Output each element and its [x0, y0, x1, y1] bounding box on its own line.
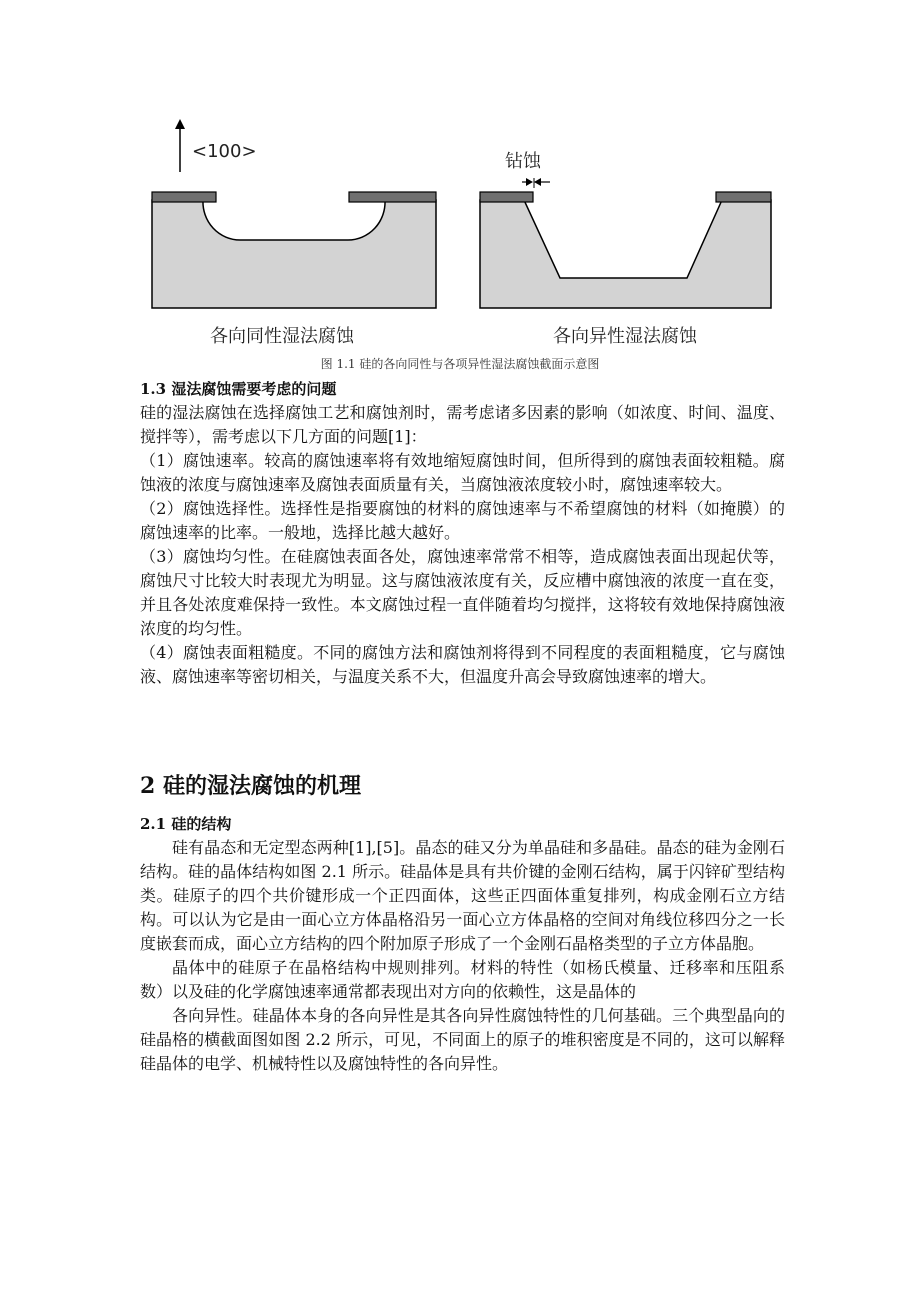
direction-arrow-icon — [175, 119, 185, 172]
anisotropic-mask-left — [480, 192, 533, 202]
isotropic-label: 各向同性湿法腐蚀 — [210, 326, 354, 347]
paragraph: 硅有晶态和无定型态两种[1],[5]。晶态的硅又分为单晶硅和多晶硅。晶态的硅为金刚石结构。硅的晶体结构如图 2.1 所示。硅晶体是具有共价键的金刚石结构，属于闪锌矿型结构类。硅原子的四个共价键形成一个正四面体，这些正四面体重复排列，构成金刚石立方结构。可以认为它是由一面心立方体晶格沿另一面心立方体晶格的空间对角线位移四分之一长度嵌套而成，面心立方结构的四个附加原子形成了一个金刚石晶格类型的子立方体晶胞。 — [140, 838, 785, 953]
figure-caption: 图 1.1 硅的各向同性与各项异性湿法腐蚀截面示意图 — [320, 357, 600, 371]
isotropic-mask-left — [152, 192, 216, 202]
watermark — [430, 605, 750, 645]
isotropic-mask-right — [349, 192, 436, 202]
undercut-label: 钻蚀 — [505, 151, 541, 172]
section-1-3-intro: 硅的湿法腐蚀在选择腐蚀工艺和腐蚀剂时，需考虑诸多因素的影响（如浓度、时间、温度、搅拌等），需考虑以下几方面的问题[1]： — [140, 403, 785, 446]
list-item: （1）腐蚀速率。较高的腐蚀速率将有效地缩短腐蚀时间，但所得到的腐蚀表面较粗糙。腐蚀液的浓度与腐蚀速率及腐蚀表面质量有关，当腐蚀液浓度较小时，腐蚀速率较大。 — [140, 451, 785, 494]
list-item: （3）腐蚀均匀性。在硅腐蚀表面各处，腐蚀速率常常不相等，造成腐蚀表面出现起伏等，腐蚀尺寸比较大时表现尤为明显。这与腐蚀液浓度有关，反应槽中腐蚀液的浓度一直在变，并且各处浓度难保持一致性。本文腐蚀过程一直伴随着均匀搅拌，这将较有效地保持腐蚀液浓度的均匀性。 — [140, 547, 785, 638]
direction-label: <100> — [192, 141, 257, 162]
etch-cross-section-figure — [140, 112, 780, 352]
isotropic-substrate — [152, 200, 436, 308]
paragraph: 晶体中的硅原子在晶格结构中规则排列。材料的特性（如杨氏模量、迁移率和压阻系数）以及硅的化学腐蚀速率通常都表现出对方向的依赖性，这是晶体的 — [140, 958, 785, 1001]
list-item: （4）腐蚀表面粗糙度。不同的腐蚀方法和腐蚀剂将得到不同程度的表面粗糙度，它与腐蚀液、腐蚀速率等密切相关，与温度关系不大，但温度升高会导致腐蚀速率的增大。 — [140, 643, 785, 686]
undercut-arrows-icon — [522, 178, 550, 188]
paragraph: 各向异性。硅晶体本身的各向异性是其各向异性腐蚀特性的几何基础。三个典型晶向的硅晶格的横截面图如图 2.2 所示，可见，不同面上的原子的堆积密度是不同的，这可以解释硅晶体的电学、机械特性以及腐蚀特性的各向异性。 — [140, 1006, 785, 1073]
chapter-title-2: 2 硅的湿法腐蚀的机理 — [140, 773, 361, 799]
anisotropic-label: 各向异性湿法腐蚀 — [553, 326, 697, 347]
section-title-2-1: 2.1 硅的结构 — [140, 815, 232, 833]
anisotropic-substrate — [480, 200, 771, 308]
section-title-1-3: 1.3 湿法腐蚀需要考虑的问题 — [140, 380, 337, 398]
list-item: （2）腐蚀选择性。选择性是指要腐蚀的材料的腐蚀速率与不希望腐蚀的材料（如掩膜）的腐蚀速率的比率。一般地，选择比越大越好。 — [140, 499, 785, 542]
anisotropic-mask-right — [716, 192, 771, 202]
